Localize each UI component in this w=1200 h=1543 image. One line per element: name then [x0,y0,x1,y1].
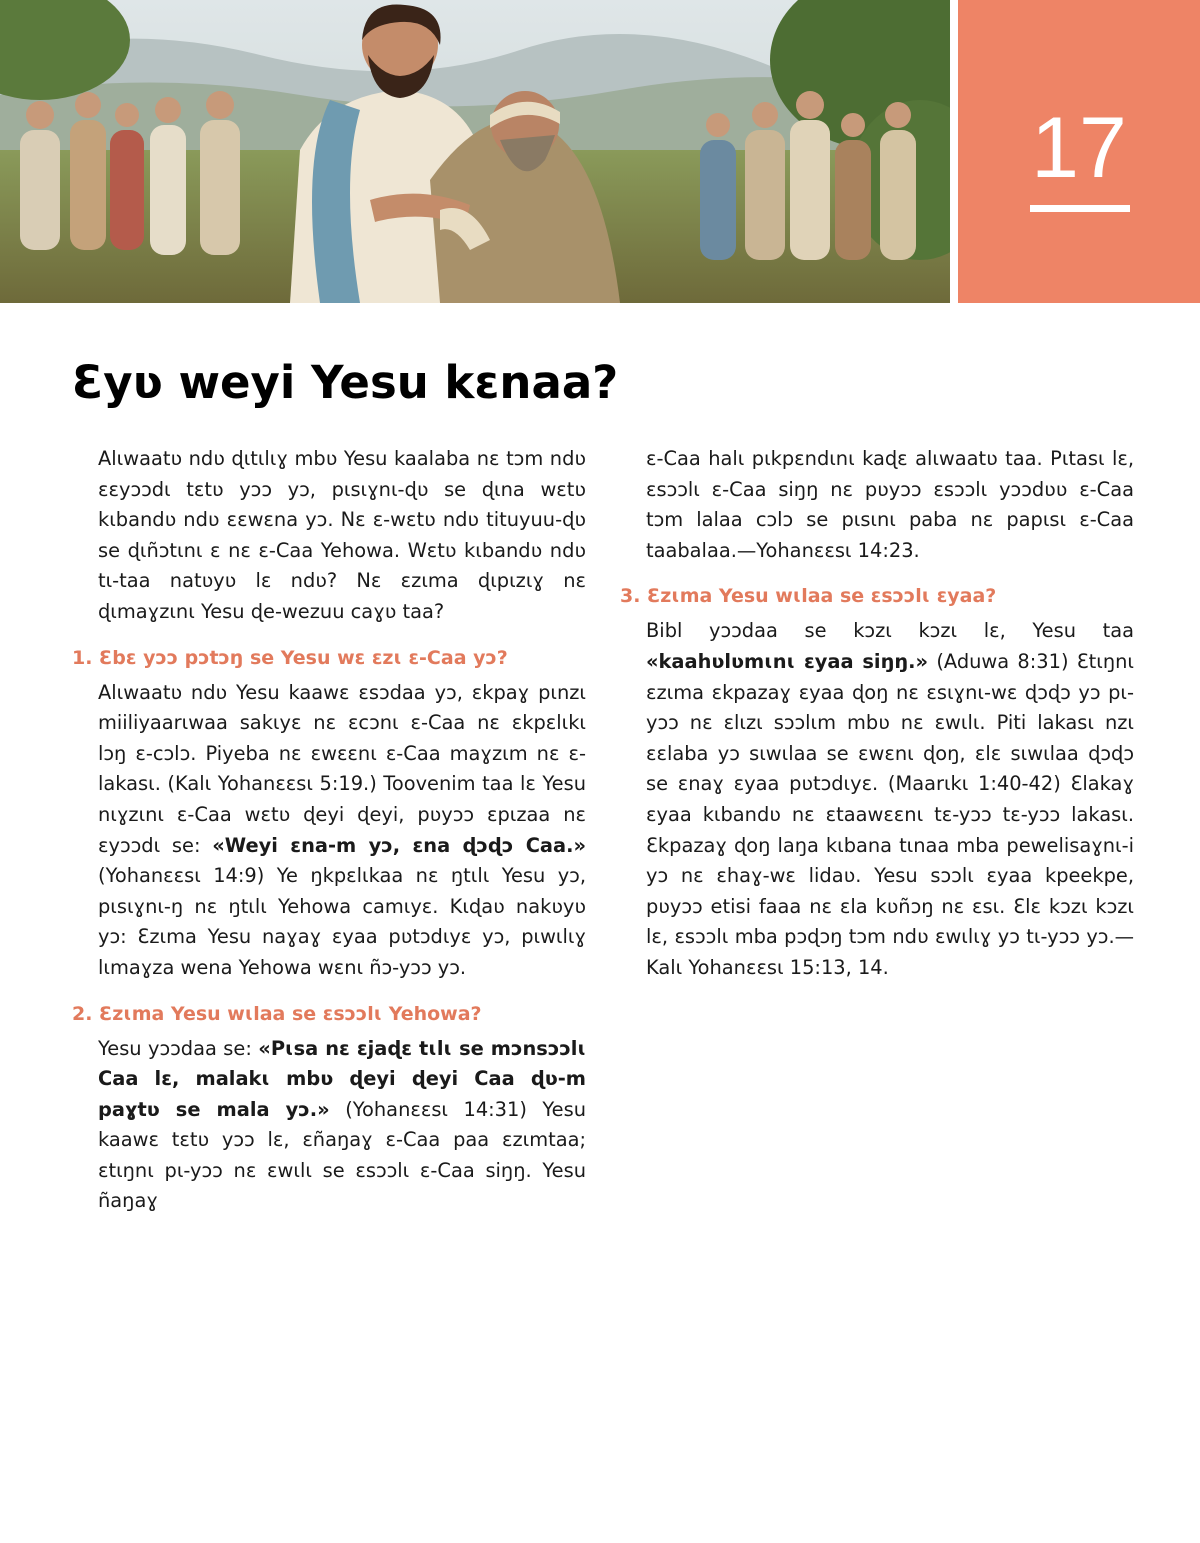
question-1: 1. Ɛbɛ yɔɔ pɔtɔŋ se Yesu wɛ ɛzɩ ɛ-Caa yɔ? [72,646,508,669]
answer-2-paragraph-end: ɛ-Caa halɩ pɩkpɛndɩnɩ kaɖɛ alɩwaatʋ taa. Pɩtasɩ lɛ, ɛsɔɔlɩ ɛ-Caa siŋŋ nɛ pʋyɔɔ ɛsɔɔlɩ yɔɔdʋʋ ɛ-Caa tɔm lalaa cɔlɔ se pɩsɩnɩ paba nɛ papɩsɩ ɛ-Caa taabalaa.—Yohanɛɛsɩ 14:23. [646,447,1134,562]
lesson-number: 17 [1031,100,1127,196]
left-column [72,444,587,1217]
lesson-title: Ɛyʋ weyi Yesu kɛnaa? [72,356,619,409]
answer-2-text-part1: (Yohanɛɛsɩ 14:31) Yesu kaawɛ tɛtʋ yɔɔ lɛ, ɛñaŋaɣ ɛ-Caa paa ɛzɩmtaa; ɛtɩŋnɩ pɩ-yɔɔ nɛ ɛwɩlɩ se ɛsɔɔlɩ ɛ-Caa siŋŋ. Yesu ñaŋaɣ [98,1097,587,1213]
badge-underline [1030,205,1130,212]
answer-1-paragraph: Alɩwaatʋ ndʋ Yesu kaawɛ ɛsɔdaa yɔ, ɛkpaɣ pɩnzɩ miiliyaarɩwaa sakɩyɛ nɛ ɛcɔnɩ ɛ-Caa nɛ ɛkpɛlɩkɩ lɔŋ ɛ-cɔlɔ. Piyeba nɛ ɛwɛɛnɩ ɛ-Caa maɣzɩm nɛ ɛ-lakasɩ. (Kalɩ Yohanɛɛsɩ 5:19.) Toovenim taa lɛ Yesu nɩɣzɩnɩ ɛ-Caa wɛtʋ ɖeyi ɖeyi, pʋyɔɔ ɛpɩzaa nɛ ɛyɔɔdɩ se: «Weyi ɛna-m yɔ, ɛna ɖɔɖɔ Caa.» (Yohanɛɛsɩ 14:9) Ye ŋkpɛlɩkaa nɛ ŋtɩlɩ Yesu yɔ, pɩsɩɣnɩ-ŋ nɛ ŋtɩlɩ Yehowa camɩyɛ. Kɩɖaʋ nakʋyʋ yɔ: Ɛzɩma Yesu naɣaɣ ɛyaa pʋtɔdɩyɛ yɔ, pɩwɩlɩɣ lɩmaɣza wena Yehowa wɛnɩ ñɔ-yɔɔ yɔ. [98,680,586,979]
answer-2-paragraph-start: Yesu yɔɔdaa se: «Pɩsa nɛ ɛjaɖɛ tɩlɩ se mɔnsɔɔlɩ Caa lɛ, malakɩ mbʋ ɖeyi ɖeyi Caa ɖʋ-m paɣtʋ se mala yɔ.» (Yohanɛɛsɩ 14:31) Yesu kaawɛ tɛtʋ yɔɔ lɛ, ɛñaŋaɣ ɛ-Caa paa ɛzɩmtaa; ɛtɩŋnɩ pɩ-yɔɔ nɛ ɛwɩlɩ se ɛsɔɔlɩ ɛ-Caa siŋŋ. Yesu ñaŋaɣ [98,1036,587,1213]
jesus-healing-leper-image [0,0,950,303]
question-3: 3. Ɛzɩma Yesu wɩlaa se ɛsɔɔlɩ ɛyaa? [620,585,997,608]
intro-paragraph: Alɩwaatʋ ndʋ ɖɩtɩlɩɣ mbʋ Yesu kaalaba nɛ tɔm ndʋ ɛɛyɔɔdɩ tɛtʋ yɔɔ yɔ, pɩsɩɣnɩ-ɖʋ se ɖɩna wɛtʋ kɩbandʋ ndʋ ɛɛwɛna yɔ. Nɛ ɛ-wɛtʋ ndʋ tituyuu-ɖʋ se ɖɩñɔtɩnɩ ɛ nɛ ɛ-Caa Yehowa. Wɛtʋ kɩbandʋ ndʋ tɩ-taa natʋyʋ lɛ ndʋ? Nɛ ɛzɩma ɖɩpɩzɩɣ nɛ ɖɩmaɣzɩnɩ Yesu ɖe-wezuu caɣʋ taa? [98,447,586,623]
answer-3-paragraph: Bibl yɔɔdaa se kɔzɩ kɔzɩ lɛ, Yesu taa «kaahʋlʋmɩnɩ ɛyaa siŋŋ.» (Aduwa 8:31) Ɛtɩŋnɩ ɛzɩma ɛkpazaɣ ɛyaa ɖoŋ nɛ ɛsɩɣnɩ-wɛ ɖɔɖɔ yɔ pɩ-yɔɔ nɛ ɛlɩzɩ sɔɔlɩm mbʋ nɛ ɛwɩlɩ. Piti lakasɩ nzɩ ɛɛlaba yɔ sɩwɩlaa se ɛwɛnɩ ɖoŋ, ɛlɛ sɩwɩlaa ɖɔɖɔ se ɛnaɣ ɛyaa pʋtɔdɩyɛ. (Maarɩkɩ 1:40-42) Ɛlakaɣ ɛyaa kɩbandʋ nɛ ɛtaawɛɛnɩ tɛ-yɔɔ tɛ-yɔɔ lakasɩ. Ɛkpazaɣ ɖoŋ laŋa kɩbana tɩnaa mba pewelisaɣnɩ-i yɔ nɛ ɛhaɣ-wɛ lidaʋ. Yesu sɔɔlɩ ɛyaa kpeekpe, pʋyɔɔ etisi faaa nɛ ɛla kʋñɔŋ nɛ ɛsɩ. Ɛlɛ kɔzɩ kɔzɩ lɛ, ɛsɔɔlɩ mba pɔɖɔŋ tɔm ndʋ ɛwɩlɩɣ yɔ tɩ-yɔɔ yɔ.—Kalɩ Yohanɛɛsɩ 15:13, 14. [646,619,1134,979]
right-column [620,444,1134,984]
lesson-illustration [0,0,950,303]
question-2: 2. Ɛzɩma Yesu wɩlaa se ɛsɔɔlɩ Yehowa? [72,1002,482,1025]
lesson-number-badge [958,0,1200,303]
